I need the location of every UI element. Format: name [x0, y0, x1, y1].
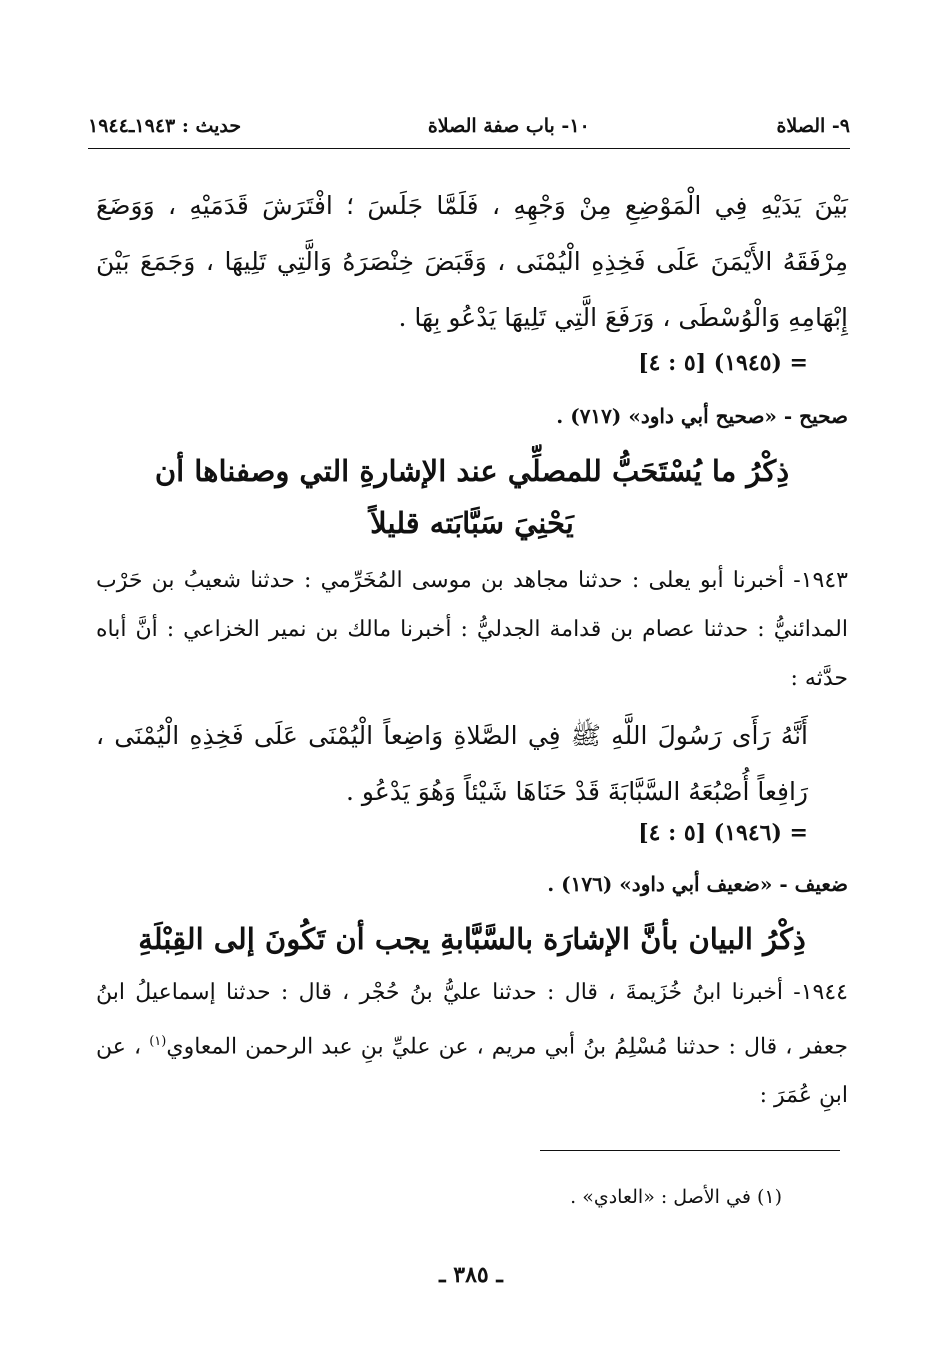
hadith-1943-matn: أَنَّهُ رَأَى رَسُولَ اللَّهِ ﷺ فِي الصَّلاةِ وَاضِعاً الْيُمْنَى عَلَى فَخِذِهِ الْيُمْنَى ، رَافِعاً أُصْبُعَهُ السَّبَّابَةَ قَدْ حَنَاهَا شَيْئاً وَهُوَ يَدْعُو . [96, 721, 808, 806]
cross-reference-1946: = (١٩٤٦) [٥ : ٤] [638, 820, 808, 846]
chapter-heading-1a: ذِكْرُ ما يُسْتَحَبُّ للمصلِّي عند الإشارةِ التي وصفناها أن [154, 454, 790, 488]
grading-note-1: صحيح - «صحيح أبي داود» (٧١٧) . [556, 404, 848, 428]
running-header [88, 108, 850, 144]
hadith-1944-isnad-text: ١٩٤٤- أخبرنا ابنُ خُزَيمةَ ، قال : حدثنا عليُّ بنُ حُجْر ، قال : حدثنا إسماعيلُ ابنُ جعفر ، قال : حدثنا مُسْلِمُ بنُ أبي مريم ، عن عليِّ بنِ عبد الرحمن المعاوي [96, 980, 848, 1060]
footnote-divider [540, 1150, 840, 1151]
grading-note-2: ضعيف - «ضعيف أبي داود» (١٧٦) . [547, 872, 848, 896]
chapter-heading-2: ذِكْرُ البيان بأنَّ الإشارَة بالسَّبَّابةِ يجب أن تَكُونَ إلى القِبْلَةِ [138, 922, 806, 956]
chapter-title: ٩- الصلاة [776, 115, 850, 137]
footnote: (١) في الأصل : «العادي» . [570, 1186, 782, 1208]
section-title: ١٠- باب صفة الصلاة [427, 115, 590, 137]
footnote-marker: (١) [149, 1034, 167, 1049]
hadith-1944-isnad-end: ، عن ابنِ عُمَرَ : [96, 1034, 848, 1109]
cross-reference-1945: = (١٩٤٥) [٥ : ٤] [638, 350, 808, 376]
chapter-heading-1b: يَحْنِيَ سَبَّابَته قليلاً [370, 506, 574, 540]
hadith-1944-isnad [96, 968, 848, 1120]
hadith-range: حديث : ١٩٤٣ـ١٩٤٤ [88, 115, 242, 137]
page-number: ـ ٣٨٥ ـ [439, 1262, 503, 1288]
header-divider [88, 148, 850, 149]
hadith-1943-isnad: ١٩٤٣- أخبرنا أبو يعلى : حدثنا مجاهد بن موسى المُخَرِّمي : حدثنا شعيبُ بن حَرْب المدائنيُّ : حدثنا عصام بن قدامة الجدليُّ : أخبرنا مالك بن نمير الخزاعي : أنَّ أباه حدَّثه : [96, 568, 848, 691]
continued-hadith-text: بَيْنَ يَدَيْهِ فِي الْمَوْضِعِ مِنْ وَجْهِهِ ، فَلَمَّا جَلَسَ ؛ افْتَرَشَ قَدَمَيْهِ ، وَوَضَعَ مِرْفَقَهُ الأَيْمَنَ عَلَى فَخِذِهِ الْيُمْنَى ، وَقَبَضَ خِنْصَرَهُ وَالَّتِي تَلِيهَا ، وَجَمَعَ بَيْنَ إِبْهَامِهِ وَالْوُسْطَى ، وَرَفَعَ الَّتِي تَلِيهَا يَدْعُو بِهَا . [96, 191, 848, 332]
